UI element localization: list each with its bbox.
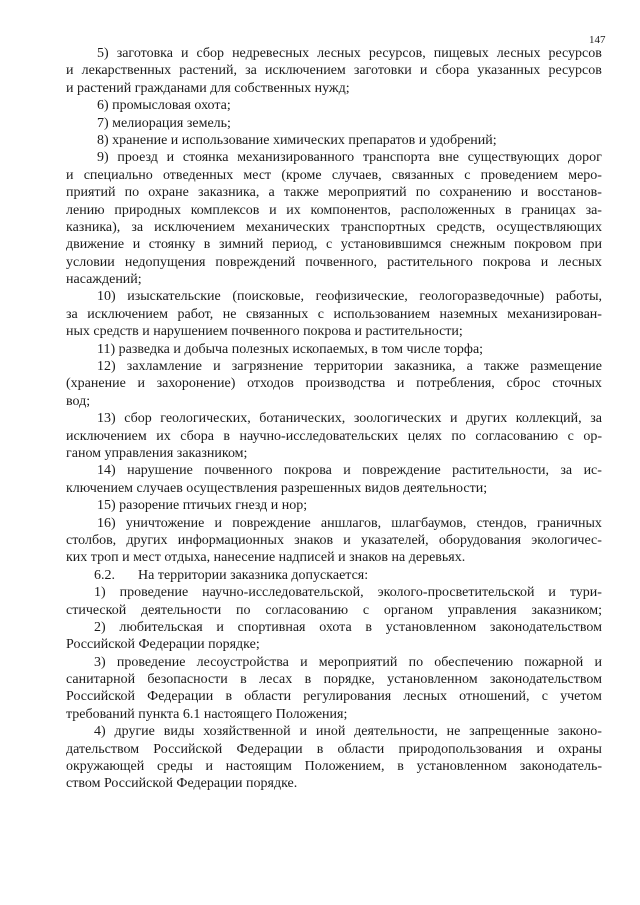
word: виды — [163, 724, 195, 740]
line-text: ных средств и нарушением почвенного покрова и растительности; — [66, 324, 463, 340]
line-text: Российской Федерации порядке; — [66, 637, 260, 653]
word: механизирован- — [507, 306, 602, 322]
word: их — [286, 202, 301, 218]
word: растений, — [179, 63, 237, 79]
text-line — [66, 462, 602, 479]
word: также — [483, 359, 519, 375]
word: обеспечению — [434, 654, 514, 670]
word: и — [548, 585, 556, 601]
word: настоящим — [225, 759, 292, 775]
word: учетом — [560, 689, 602, 705]
word: и — [450, 411, 458, 427]
word: 3) — [94, 654, 106, 670]
word: недревесных — [232, 46, 310, 61]
word: по — [124, 185, 140, 201]
word: 16) — [97, 515, 116, 531]
word: лекарственных — [81, 63, 172, 79]
word: по — [408, 654, 424, 670]
word: отведенных — [162, 167, 234, 183]
text-line — [66, 602, 602, 619]
word: а — [466, 359, 473, 375]
word: 5) — [97, 46, 109, 61]
word: охране — [148, 185, 189, 201]
word: использованием — [333, 306, 430, 322]
word: сохранению — [439, 185, 512, 201]
word: и — [166, 150, 175, 166]
word: не — [222, 306, 237, 322]
word: покровом — [513, 237, 572, 253]
text-line — [66, 219, 602, 236]
word: покрова — [482, 254, 531, 270]
line-text: 6) промысловая охота; — [97, 98, 231, 114]
line-text: На территории заказника допускается: — [138, 567, 369, 583]
word: лесных — [558, 254, 602, 270]
word: иной — [315, 724, 346, 740]
word: границах — [521, 202, 576, 218]
line-text: насаждений; — [66, 272, 142, 288]
word: вне — [438, 150, 459, 166]
word: пищевых — [433, 46, 489, 61]
page-number: 147 — [589, 34, 606, 46]
word: законодатель- — [519, 759, 602, 775]
word: в — [397, 759, 404, 775]
word: Федерации — [236, 741, 303, 757]
word: 12) — [97, 359, 116, 375]
word: за- — [585, 202, 602, 218]
text-line — [66, 480, 602, 497]
word: 9) — [97, 150, 109, 166]
text-line — [66, 654, 602, 671]
line-text: и растений гражданами для собственных нужд; — [66, 80, 350, 96]
word: отходов — [247, 376, 294, 392]
word: коллекций, — [515, 411, 582, 427]
word: за — [590, 411, 602, 427]
word: осуществляющих — [496, 219, 602, 235]
word: запрещенные — [469, 724, 550, 740]
word: уничтожение — [125, 515, 205, 531]
word: восстанов- — [537, 185, 602, 201]
word: и — [594, 654, 602, 670]
word: размещение — [530, 359, 602, 375]
word: научно-исследовательской, — [202, 585, 364, 601]
word: исключением — [265, 63, 346, 79]
text-line — [66, 288, 602, 305]
word: и — [396, 376, 405, 392]
word: и — [216, 619, 224, 635]
word: и — [205, 759, 214, 775]
word: исключением — [87, 306, 168, 322]
text-line — [66, 271, 602, 288]
word: мероприятий — [318, 654, 398, 670]
word: и — [132, 237, 141, 253]
word: механических — [245, 219, 330, 235]
text-line — [66, 671, 602, 688]
word: и — [181, 46, 189, 61]
word: производства — [305, 376, 386, 392]
word: аншлагов, — [320, 515, 382, 531]
text-line — [66, 62, 602, 79]
word: существующих — [467, 150, 560, 166]
word: исключением — [154, 219, 235, 235]
word: информационных — [177, 532, 284, 548]
word: не — [446, 724, 461, 740]
text-line — [66, 341, 602, 358]
word: мероприятий — [327, 185, 407, 201]
text-line — [66, 375, 602, 392]
word: установившимся — [340, 237, 442, 253]
text-line — [66, 80, 602, 97]
word: отношений, — [459, 689, 530, 705]
word: природных — [114, 202, 181, 218]
word: нарушение — [127, 463, 193, 479]
word: среды — [157, 759, 193, 775]
word: приятий — [66, 185, 116, 201]
word: по — [415, 185, 431, 201]
word: эколого-просветительской — [377, 585, 535, 601]
word: в — [225, 689, 233, 705]
word: средств, — [436, 219, 486, 235]
word: мест — [243, 167, 272, 183]
text-line — [66, 706, 602, 723]
word: установленном — [416, 759, 507, 775]
word: стендов, — [476, 515, 527, 531]
word: проведение — [116, 654, 186, 670]
word: спортивная — [237, 619, 306, 635]
word: законо- — [557, 724, 602, 740]
word: указанных — [477, 63, 541, 79]
word: (кроме — [281, 167, 322, 183]
word: охраны — [558, 741, 602, 757]
word: и — [66, 63, 74, 79]
word: научно-исследовательских — [239, 428, 399, 444]
word: проведение — [119, 585, 189, 601]
word: законодательством — [489, 672, 602, 688]
word: а — [268, 185, 275, 201]
word: 2) — [94, 619, 106, 635]
word: растительного — [387, 254, 473, 270]
text-line — [66, 584, 602, 601]
text-line — [66, 515, 602, 532]
word: заказника, — [394, 359, 456, 375]
line-text: 7) мелиорация земель; — [97, 115, 231, 131]
word: также — [283, 185, 319, 201]
word: Российской — [153, 741, 223, 757]
line-text: 15) разорение птичьих гнезд и нор; — [97, 498, 308, 514]
text-line — [66, 428, 602, 445]
word: в — [365, 619, 373, 635]
word: 10) — [97, 289, 116, 305]
word: лесных — [496, 46, 541, 61]
word: лению — [66, 202, 105, 218]
word: согласованию — [475, 428, 559, 444]
word: ор- — [583, 428, 602, 444]
text-line — [66, 723, 602, 740]
word: работ, — [177, 306, 214, 322]
word: геофизические, — [315, 289, 408, 305]
word: пожарной — [524, 654, 584, 670]
word: загрязнение — [231, 359, 304, 375]
word: за — [560, 463, 573, 479]
text-line — [66, 202, 602, 219]
text-line — [66, 115, 602, 132]
word: знаков — [294, 532, 334, 548]
word: и — [540, 254, 549, 270]
section-number: 6.2. — [94, 567, 115, 583]
word: целях — [407, 428, 442, 444]
text-line — [66, 497, 602, 514]
word: снежным — [450, 237, 506, 253]
word: любительская — [119, 619, 203, 635]
word: ис- — [583, 463, 602, 479]
word: их — [156, 428, 171, 444]
word: граничных — [537, 515, 602, 531]
word: по — [451, 428, 466, 444]
word: за — [131, 219, 144, 235]
word: охота — [319, 619, 352, 635]
word: движение — [66, 237, 125, 253]
word: законодательством — [489, 619, 602, 635]
word: сбор — [196, 46, 225, 61]
word: санитарной — [66, 672, 136, 688]
text-line — [66, 410, 602, 427]
word: с — [541, 689, 548, 705]
text-line — [66, 306, 602, 323]
word: недопущения — [124, 254, 206, 270]
word: период, — [271, 237, 318, 253]
word: при — [579, 237, 602, 253]
word: ботанических, — [259, 411, 346, 427]
word: установленном — [387, 672, 478, 688]
word: (хранение — [66, 376, 126, 392]
line-text: ством Российской Федерации порядке. — [66, 776, 298, 792]
word: (поисковые, — [232, 289, 305, 305]
word: с — [362, 602, 370, 618]
word: и — [299, 724, 307, 740]
text-line — [66, 97, 602, 114]
word: экологичес- — [531, 532, 602, 548]
word: безопасности — [147, 672, 228, 688]
word: повреждений — [215, 254, 296, 270]
word: в — [304, 672, 312, 688]
word: и — [536, 741, 545, 757]
text-line — [66, 323, 602, 340]
word: 13) — [97, 411, 116, 427]
word: 1) — [94, 585, 106, 601]
word: области — [244, 689, 292, 705]
word: условии — [66, 254, 115, 270]
text-line — [66, 636, 602, 653]
word: зоологических — [353, 411, 442, 427]
word: дательством — [66, 741, 140, 757]
word: с — [567, 428, 574, 444]
word: почвенного, — [305, 254, 378, 270]
word: регулирования — [303, 689, 392, 705]
text-line — [66, 445, 602, 462]
word: в — [240, 672, 247, 688]
word: и — [343, 463, 351, 479]
word: в — [316, 741, 324, 757]
word: ресурсов, — [368, 46, 426, 61]
word: и — [137, 376, 145, 392]
word: Положением, — [304, 759, 385, 775]
word: механизированного — [237, 150, 355, 166]
word: области — [337, 741, 385, 757]
word: проезд — [117, 150, 158, 166]
text-line — [66, 184, 602, 201]
document-body — [66, 45, 602, 793]
word: стоянку — [148, 237, 196, 253]
word: согласованию — [265, 602, 349, 618]
word: стоянка — [182, 150, 229, 166]
text-line — [66, 45, 602, 62]
word: лесоустройства — [196, 654, 289, 670]
word: и — [520, 185, 529, 201]
text-line — [66, 567, 602, 584]
word: захламление — [126, 359, 202, 375]
word: управления — [447, 602, 517, 618]
word: порядке, — [323, 672, 375, 688]
text-line — [66, 532, 602, 549]
word: и — [269, 202, 277, 218]
word: по — [236, 602, 251, 618]
word: транспорта — [362, 150, 430, 166]
word: в — [504, 202, 512, 218]
word: заказника, — [197, 185, 260, 201]
word: сбор — [124, 411, 152, 427]
word: проведением — [480, 167, 559, 183]
word: связанных — [391, 167, 454, 183]
word: ресурсов — [548, 46, 602, 61]
word: в — [223, 428, 231, 444]
text-line — [66, 393, 602, 410]
word: другие — [114, 724, 155, 740]
word: оборудования — [438, 532, 522, 548]
word: установленном — [385, 619, 477, 635]
line-text: требований пункта 6.1 настоящего Положения; — [66, 706, 348, 722]
word: наземных — [439, 306, 498, 322]
word: компонентов, — [310, 202, 391, 218]
word: транспортных — [340, 219, 426, 235]
line-text: ких троп и мест отдыха, нанесение надписей и знаков на деревьях. — [66, 550, 466, 566]
word: случаев, — [331, 167, 382, 183]
line-text: вод; — [66, 393, 91, 409]
word: расположенных — [400, 202, 496, 218]
word: связанных — [245, 306, 309, 322]
line-text: 11) разведка и добыча полезных ископаемых, в том числе торфа; — [97, 341, 484, 357]
text-line — [66, 167, 602, 184]
text-line — [66, 149, 602, 166]
word: 14) — [97, 463, 116, 479]
text-line — [66, 236, 602, 253]
word: казника), — [66, 219, 121, 235]
word: тури- — [569, 585, 602, 601]
word: лесных — [317, 46, 361, 61]
word: меро- — [568, 167, 602, 183]
word: и — [300, 654, 308, 670]
word: с — [317, 306, 324, 322]
text-line — [66, 758, 602, 775]
word: органом — [383, 602, 433, 618]
line-text: ключением случаев осуществления разрешенных видов деятельности; — [66, 480, 488, 496]
word: окружающей — [66, 759, 145, 775]
word: сбора — [435, 63, 470, 79]
word: указателей, — [360, 532, 429, 548]
text-line — [66, 688, 602, 705]
text-line — [66, 775, 602, 792]
word: 4) — [94, 724, 106, 740]
word: деятельности, — [354, 724, 438, 740]
word: заготовки — [353, 63, 412, 79]
word: и — [213, 359, 221, 375]
word: покрова — [283, 463, 332, 479]
word: захоронение) — [156, 376, 236, 392]
word: природопользования — [398, 741, 523, 757]
word: потребления, — [416, 376, 495, 392]
word: столбов, — [66, 532, 117, 548]
word: ресурсов — [548, 63, 602, 79]
word: дорог — [568, 150, 602, 166]
word: шлагбаумов, — [391, 515, 467, 531]
word: растительности, — [452, 463, 549, 479]
word: сброс — [506, 376, 541, 392]
word: за — [245, 63, 257, 79]
word: исключением — [66, 428, 147, 444]
text-line — [66, 132, 602, 149]
word: специально — [83, 167, 153, 183]
word: стической — [66, 602, 127, 618]
word: деятельности — [141, 602, 222, 618]
word: и — [343, 532, 351, 548]
word: геологических, — [160, 411, 251, 427]
text-line — [66, 619, 602, 636]
word: других — [126, 532, 168, 548]
word: с — [325, 237, 333, 253]
text-line — [66, 549, 602, 566]
word: изыскательские — [127, 289, 221, 305]
line-text: ганом управления заказником; — [66, 445, 248, 461]
word: Федерации — [147, 689, 214, 705]
word: хозяйственной — [203, 724, 291, 740]
word: заказником; — [531, 602, 602, 618]
word: и — [214, 515, 223, 531]
word: работы, — [555, 289, 602, 305]
word: и — [66, 167, 74, 183]
word: и — [419, 63, 428, 79]
word: сбора — [180, 428, 214, 444]
word: геологоразведочные) — [419, 289, 545, 305]
word: Российской — [66, 689, 135, 705]
word: сточных — [552, 376, 602, 392]
word: комплексов — [190, 202, 260, 218]
word: повреждение — [232, 515, 311, 531]
word: территории — [314, 359, 383, 375]
text-line — [66, 358, 602, 375]
line-text: 8) хранение и использование химических препаратов и удобрений; — [97, 132, 497, 148]
text-line — [66, 254, 602, 271]
word: почвенного — [204, 463, 273, 479]
word: за — [66, 306, 78, 322]
word: с — [464, 167, 471, 183]
word: других — [466, 411, 508, 427]
word: повреждение — [362, 463, 441, 479]
word: заготовка — [116, 46, 173, 61]
text-line — [66, 741, 602, 758]
word: зимний — [219, 237, 264, 253]
word: в — [203, 237, 211, 253]
word: лесах — [259, 672, 293, 688]
word: лесных — [403, 689, 447, 705]
